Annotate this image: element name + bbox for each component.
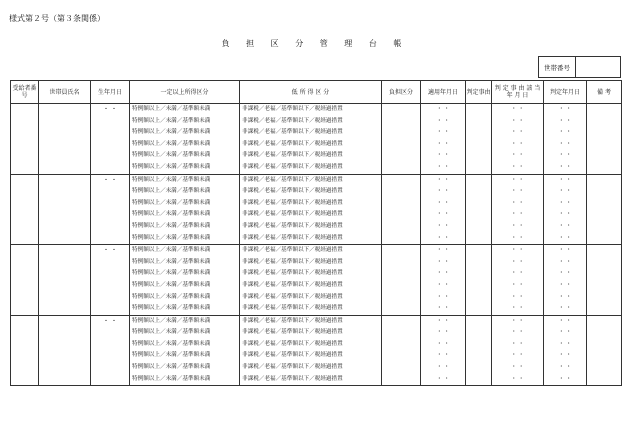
low-income-class-cell-line: 非課税／老福／基準額以下／税経過措置 xyxy=(242,352,343,359)
judgment-date-cell-line: ・ ・ xyxy=(558,176,572,183)
applied-date-cell-line: ・ ・ xyxy=(436,176,450,183)
low-income-class-cell-line: 非課税／老福／基準額以下／税経過措置 xyxy=(242,293,343,300)
judgment-date-cell-line: ・ ・ xyxy=(558,281,572,288)
applied-date-cell[interactable] xyxy=(421,245,466,316)
income-class-cell-line: 特例額以上／未満／基準額未満 xyxy=(132,352,211,359)
judgment-reason-date-cell[interactable] xyxy=(492,174,544,245)
applied-date-cell-line: ・ ・ xyxy=(436,305,450,312)
member-name-cell[interactable] xyxy=(39,245,91,316)
header-applied-date: 適用年月日 xyxy=(421,81,466,104)
judgment-date-cell[interactable] xyxy=(544,104,587,175)
birth-date-placeholder: ・ ・ xyxy=(103,247,117,255)
judgment-reason-date-cell-line: ・ ・ xyxy=(511,281,524,288)
ledger-group-row xyxy=(11,104,622,175)
judgment-date-cell-line: ・ ・ xyxy=(558,152,572,159)
applied-date-cell-line: ・ ・ xyxy=(436,211,450,218)
ledger-group-row xyxy=(11,315,622,386)
low-income-class-cell-line: 非課税／老福／基準額以下／税経過措置 xyxy=(242,270,343,277)
insured-number-cell[interactable] xyxy=(11,104,39,175)
applied-date-cell-line: ・ ・ xyxy=(436,364,450,371)
judgment-date-cell-line: ・ ・ xyxy=(558,329,572,336)
judgment-reason-date-cell-line: ・ ・ xyxy=(511,317,524,324)
judgment-reason-date-cell-line: ・ ・ xyxy=(511,293,524,300)
income-class-cell-line: 特例額以上／未満／基準額未満 xyxy=(132,188,211,195)
income-class-cell[interactable] xyxy=(130,104,240,175)
judgment-reason-date-cell-line: ・ ・ xyxy=(511,329,524,336)
low-income-class-cell-line: 非課税／老福／基準額以下／税経過措置 xyxy=(242,106,343,112)
judgment-date-cell-line: ・ ・ xyxy=(558,305,572,312)
low-income-class-cell-line: 非課税／老福／基準額以下／税経過措置 xyxy=(242,247,343,254)
judgment-date-cell-line: ・ ・ xyxy=(558,352,572,359)
applied-date-cell-line: ・ ・ xyxy=(436,140,450,147)
insured-number-cell[interactable] xyxy=(11,174,39,245)
header-birth-date: 生年月日 xyxy=(91,81,130,104)
member-name-cell[interactable] xyxy=(39,104,91,175)
low-income-class-cell-line: 非課税／老福／基準額以下／税経過措置 xyxy=(242,281,343,288)
birth-date-placeholder: ・ ・ xyxy=(103,106,117,113)
judgment-reason-date-cell-line: ・ ・ xyxy=(511,375,524,382)
income-class-cell-line: 特例額以上／未満／基準額未満 xyxy=(132,129,211,136)
applied-date-cell[interactable] xyxy=(421,315,466,386)
judgment-date-cell-line: ・ ・ xyxy=(558,163,572,170)
judgment-date-cell-line: ・ ・ xyxy=(558,199,572,206)
low-income-class-cell-line: 非課税／老福／基準額以下／税経過措置 xyxy=(242,317,343,324)
income-class-cell[interactable] xyxy=(130,245,240,316)
remarks-cell[interactable] xyxy=(587,315,622,386)
low-income-class-cell-line: 非課税／老福／基準額以下／税経過措置 xyxy=(242,188,343,195)
income-class-cell-line: 特例額以上／未満／基準額未満 xyxy=(132,305,211,312)
judgment-reason-date-cell-line: ・ ・ xyxy=(511,364,524,371)
income-class-cell-line: 特例額以上／未満／基準額未満 xyxy=(132,340,211,347)
judgment-date-cell-line: ・ ・ xyxy=(558,129,572,136)
judgment-date-cell-line: ・ ・ xyxy=(558,117,572,124)
judgment-reason-date-cell-line: ・ ・ xyxy=(511,258,524,265)
income-class-cell-line: 特例額以上／未満／基準額未満 xyxy=(132,329,211,336)
judgment-reason-cell[interactable] xyxy=(466,104,492,175)
judgment-reason-date-cell-line: ・ ・ xyxy=(511,247,524,254)
low-income-class-cell[interactable] xyxy=(240,174,382,245)
judgment-date-cell-line: ・ ・ xyxy=(558,211,572,218)
income-class-cell[interactable] xyxy=(130,174,240,245)
income-class-cell-line: 特例額以上／未満／基準額未満 xyxy=(132,317,211,324)
income-class-cell-line: 特例額以上／未満／基準額未満 xyxy=(132,258,211,265)
remarks-cell[interactable] xyxy=(587,104,622,175)
low-income-class-cell-line: 非課税／老福／基準額以下／税経過措置 xyxy=(242,329,343,336)
form-label: 様式第２号（第３条関係） xyxy=(9,14,105,23)
income-class-cell-line: 特例額以上／未満／基準額未満 xyxy=(132,281,211,288)
low-income-class-cell-line: 非課税／老福／基準額以下／税経過措置 xyxy=(242,234,343,241)
income-class-cell-line: 特例額以上／未満／基準額未満 xyxy=(132,211,211,218)
ledger-group-row xyxy=(11,174,622,245)
judgment-date-cell-line: ・ ・ xyxy=(558,188,572,195)
insured-number-cell[interactable] xyxy=(11,245,39,316)
judgment-reason-date-cell-line: ・ ・ xyxy=(511,152,524,159)
birth-date-cell[interactable] xyxy=(91,315,130,386)
judgment-reason-date-cell-line: ・ ・ xyxy=(511,188,524,195)
judgment-reason-date-cell-line: ・ ・ xyxy=(511,163,524,170)
judgment-reason-date-cell-line: ・ ・ xyxy=(511,106,524,112)
income-class-cell-line: 特例額以上／未満／基準額未満 xyxy=(132,106,211,112)
household-number-label: 世帯番号 xyxy=(539,57,576,77)
judgment-reason-date-cell-line: ・ ・ xyxy=(511,352,524,359)
income-class-cell[interactable] xyxy=(130,315,240,386)
low-income-class-cell-line: 非課税／老福／基準額以下／税経過措置 xyxy=(242,364,343,371)
judgment-reason-date-cell-line: ・ ・ xyxy=(511,211,524,218)
low-income-class-cell[interactable] xyxy=(240,104,382,175)
applied-date-cell-line: ・ ・ xyxy=(436,129,450,136)
judgment-reason-date-cell-line: ・ ・ xyxy=(511,305,524,312)
applied-date-cell[interactable] xyxy=(421,174,466,245)
judgment-date-cell-line: ・ ・ xyxy=(558,375,572,382)
low-income-class-cell[interactable] xyxy=(240,315,382,386)
header-burden-class: 負担区分 xyxy=(382,81,421,104)
applied-date-cell-line: ・ ・ xyxy=(436,222,450,229)
judgment-reason-date-cell[interactable] xyxy=(492,315,544,386)
applied-date-cell-line: ・ ・ xyxy=(436,293,450,300)
low-income-class-cell-line: 非課税／老福／基準額以下／税経過措置 xyxy=(242,163,343,170)
applied-date-cell-line: ・ ・ xyxy=(436,258,450,265)
low-income-class-cell-line: 非課税／老福／基準額以下／税経過措置 xyxy=(242,222,343,229)
applied-date-cell-line: ・ ・ xyxy=(436,163,450,170)
applied-date-cell-line: ・ ・ xyxy=(436,270,450,277)
low-income-class-cell-line: 非課税／老福／基準額以下／税経過措置 xyxy=(242,152,343,159)
ledger-table xyxy=(10,80,622,386)
judgment-date-cell-line: ・ ・ xyxy=(558,317,572,324)
judgment-reason-date-cell-line: ・ ・ xyxy=(511,234,524,241)
judgment-date-cell[interactable] xyxy=(544,174,587,245)
judgment-date-cell[interactable] xyxy=(544,245,587,316)
low-income-class-cell-line: 非課税／老福／基準額以下／税経過措置 xyxy=(242,211,343,218)
applied-date-cell-line: ・ ・ xyxy=(436,106,450,112)
judgment-date-cell-line: ・ ・ xyxy=(558,258,572,265)
judgment-reason-date-cell-line: ・ ・ xyxy=(511,270,524,277)
header-judgment-reason-date: 判 定 事 由 該 当 年 月 日 xyxy=(492,81,544,104)
judgment-date-cell-line: ・ ・ xyxy=(558,140,572,147)
judgment-date-cell-line: ・ ・ xyxy=(558,222,572,229)
header-income-class: 一定以上所得区分 xyxy=(130,81,240,104)
applied-date-cell-line: ・ ・ xyxy=(436,188,450,195)
judgment-date-cell-line: ・ ・ xyxy=(558,234,572,241)
applied-date-cell-line: ・ ・ xyxy=(436,117,450,124)
judgment-reason-date-cell[interactable] xyxy=(492,245,544,316)
judgment-reason-cell[interactable] xyxy=(466,315,492,386)
remarks-cell[interactable] xyxy=(587,174,622,245)
income-class-cell-line: 特例額以上／未満／基準額未満 xyxy=(132,364,211,371)
header-row xyxy=(11,81,622,104)
applied-date-cell-line: ・ ・ xyxy=(436,329,450,336)
applied-date-cell-line: ・ ・ xyxy=(436,352,450,359)
birth-date-placeholder: ・ ・ xyxy=(103,176,117,184)
low-income-class-cell-line: 非課税／老福／基準額以下／税経過措置 xyxy=(242,129,343,136)
judgment-date-cell[interactable] xyxy=(544,315,587,386)
low-income-class-cell-line: 非課税／老福／基準額以下／税経過措置 xyxy=(242,340,343,347)
income-class-cell-line: 特例額以上／未満／基準額未満 xyxy=(132,270,211,277)
insured-number-cell[interactable] xyxy=(11,315,39,386)
judgment-date-cell-line: ・ ・ xyxy=(558,293,572,300)
member-name-cell[interactable] xyxy=(39,174,91,245)
birth-date-placeholder: ・ ・ xyxy=(103,317,117,325)
judgment-date-cell-line: ・ ・ xyxy=(558,247,572,254)
low-income-class-cell-line: 非課税／老福／基準額以下／税経過措置 xyxy=(242,117,343,124)
income-class-cell-line: 特例額以上／未満／基準額未満 xyxy=(132,234,211,241)
judgment-reason-date-cell-line: ・ ・ xyxy=(511,129,524,136)
header-judgment-reason: 判定事由 xyxy=(466,81,492,104)
income-class-cell-line: 特例額以上／未満／基準額未満 xyxy=(132,222,211,229)
income-class-cell-line: 特例額以上／未満／基準額未満 xyxy=(132,117,211,124)
household-number-field[interactable] xyxy=(576,57,620,77)
remarks-cell[interactable] xyxy=(587,245,622,316)
burden-class-cell[interactable] xyxy=(382,245,421,316)
header-remarks: 備 考 xyxy=(587,81,622,104)
judgment-reason-date-cell-line: ・ ・ xyxy=(511,117,524,124)
applied-date-cell-line: ・ ・ xyxy=(436,199,450,206)
income-class-cell-line: 特例額以上／未満／基準額未満 xyxy=(132,176,211,183)
low-income-class-cell-line: 非課税／老福／基準額以下／税経過措置 xyxy=(242,258,343,265)
judgment-reason-date-cell-line: ・ ・ xyxy=(511,176,524,183)
header-insured-number: 受給者番号 xyxy=(11,81,39,104)
header-low-income-class: 低 所 得 区 分 xyxy=(240,81,382,104)
income-class-cell-line: 特例額以上／未満／基準額未満 xyxy=(132,375,211,382)
low-income-class-cell[interactable] xyxy=(240,245,382,316)
applied-date-cell-line: ・ ・ xyxy=(436,281,450,288)
applied-date-cell-line: ・ ・ xyxy=(436,340,450,347)
applied-date-cell-line: ・ ・ xyxy=(436,317,450,324)
income-class-cell-line: 特例額以上／未満／基準額未満 xyxy=(132,293,211,300)
judgment-date-cell-line: ・ ・ xyxy=(558,106,572,112)
birth-date-cell[interactable] xyxy=(91,104,130,175)
header-member-name: 世帯員氏名 xyxy=(39,81,91,104)
judgment-reason-cell[interactable] xyxy=(466,245,492,316)
judgment-reason-cell[interactable] xyxy=(466,174,492,245)
ledger-group-row xyxy=(11,245,622,316)
applied-date-cell-line: ・ ・ xyxy=(436,375,450,382)
income-class-cell-line: 特例額以上／未満／基準額未満 xyxy=(132,247,211,254)
judgment-date-cell-line: ・ ・ xyxy=(558,270,572,277)
judgment-reason-date-cell-line: ・ ・ xyxy=(511,140,524,147)
low-income-class-cell-line: 非課税／老福／基準額以下／税経過措置 xyxy=(242,305,343,312)
page-title: 負 担 区 分 管 理 台 帳 xyxy=(221,39,409,48)
applied-date-cell[interactable] xyxy=(421,104,466,175)
judgment-date-cell-line: ・ ・ xyxy=(558,364,572,371)
income-class-cell-line: 特例額以上／未満／基準額未満 xyxy=(132,152,211,159)
household-number-box xyxy=(538,56,621,78)
judgment-reason-date-cell-line: ・ ・ xyxy=(511,340,524,347)
low-income-class-cell-line: 非課税／老福／基準額以下／税経過措置 xyxy=(242,140,343,147)
applied-date-cell-line: ・ ・ xyxy=(436,234,450,241)
income-class-cell-line: 特例額以上／未満／基準額未満 xyxy=(132,140,211,147)
burden-class-cell[interactable] xyxy=(382,104,421,175)
burden-class-cell[interactable] xyxy=(382,315,421,386)
low-income-class-cell-line: 非課税／老福／基準額以下／税経過措置 xyxy=(242,176,343,183)
birth-date-cell[interactable] xyxy=(91,174,130,245)
birth-date-cell[interactable] xyxy=(91,245,130,316)
header-judgment-date: 判定年月日 xyxy=(544,81,587,104)
burden-class-cell[interactable] xyxy=(382,174,421,245)
low-income-class-cell-line: 非課税／老福／基準額以下／税経過措置 xyxy=(242,199,343,206)
low-income-class-cell-line: 非課税／老福／基準額以下／税経過措置 xyxy=(242,375,343,382)
income-class-cell-line: 特例額以上／未満／基準額未満 xyxy=(132,163,211,170)
judgment-reason-date-cell[interactable] xyxy=(492,104,544,175)
income-class-cell-line: 特例額以上／未満／基準額未満 xyxy=(132,199,211,206)
judgment-reason-date-cell-line: ・ ・ xyxy=(511,199,524,206)
judgment-date-cell-line: ・ ・ xyxy=(558,340,572,347)
member-name-cell[interactable] xyxy=(39,315,91,386)
applied-date-cell-line: ・ ・ xyxy=(436,152,450,159)
applied-date-cell-line: ・ ・ xyxy=(436,247,450,254)
judgment-reason-date-cell-line: ・ ・ xyxy=(511,222,524,229)
